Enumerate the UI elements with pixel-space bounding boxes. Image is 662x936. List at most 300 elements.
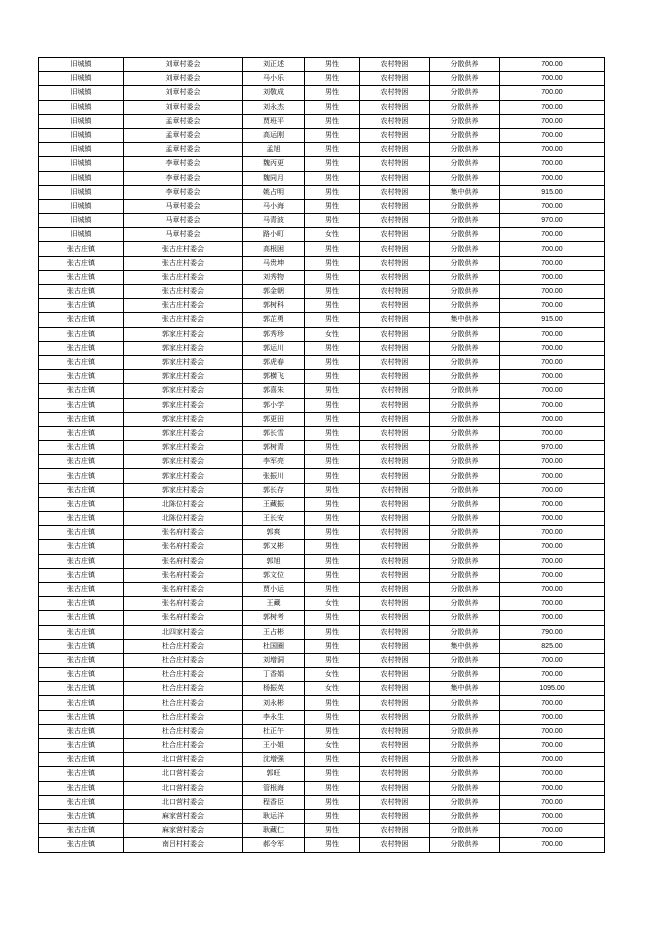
name-cell: 马小乐: [243, 72, 305, 86]
amount-cell: 700.00: [500, 781, 605, 795]
gender-cell: 男性: [305, 426, 360, 440]
amount-cell: 970.00: [500, 214, 605, 228]
town-cell: 张古庄镇: [39, 398, 124, 412]
name-cell: 王占彬: [243, 625, 305, 639]
amount-cell: 700.00: [500, 171, 605, 185]
village-committee-cell: 李章村委会: [124, 171, 243, 185]
name-cell: 杜国圈: [243, 639, 305, 653]
support-type-cell: 分散供养: [430, 809, 500, 823]
table-row: [39, 426, 605, 440]
category-cell: 农村特困: [360, 143, 430, 157]
amount-cell: 700.00: [500, 157, 605, 171]
gender-cell: 男性: [305, 611, 360, 625]
town-cell: 张古庄镇: [39, 299, 124, 313]
gender-cell: 男性: [305, 86, 360, 100]
support-type-cell: 分散供养: [430, 270, 500, 284]
amount-cell: 700.00: [500, 582, 605, 596]
table-row: [39, 199, 605, 213]
table-row: [39, 781, 605, 795]
gender-cell: 男性: [305, 795, 360, 809]
amount-cell: 700.00: [500, 327, 605, 341]
village-committee-cell: 北口营村委会: [124, 753, 243, 767]
name-cell: 郝令军: [243, 838, 305, 852]
gender-cell: 男性: [305, 370, 360, 384]
support-type-cell: 分散供养: [430, 285, 500, 299]
support-type-cell: 分散供养: [430, 441, 500, 455]
category-cell: 农村特困: [360, 228, 430, 242]
support-type-cell: 分散供养: [430, 795, 500, 809]
village-committee-cell: 郭家庄村委会: [124, 469, 243, 483]
category-cell: 农村特困: [360, 639, 430, 653]
table-row: [39, 100, 605, 114]
category-cell: 农村特困: [360, 199, 430, 213]
name-cell: 马青波: [243, 214, 305, 228]
town-cell: 张古庄镇: [39, 582, 124, 596]
table-row: [39, 554, 605, 568]
village-committee-cell: 张古庄村委会: [124, 299, 243, 313]
category-cell: 农村特困: [360, 582, 430, 596]
amount-cell: 700.00: [500, 455, 605, 469]
amount-cell: 700.00: [500, 739, 605, 753]
category-cell: 农村特困: [360, 58, 430, 72]
support-type-cell: 分散供养: [430, 611, 500, 625]
amount-cell: 700.00: [500, 143, 605, 157]
category-cell: 农村特困: [360, 795, 430, 809]
village-committee-cell: 李章村委会: [124, 157, 243, 171]
table-row: [39, 128, 605, 142]
support-type-cell: 分散供养: [430, 696, 500, 710]
name-cell: 郭文位: [243, 568, 305, 582]
category-cell: 农村特困: [360, 611, 430, 625]
amount-cell: 700.00: [500, 242, 605, 256]
table-row: [39, 441, 605, 455]
gender-cell: 女性: [305, 228, 360, 242]
category-cell: 农村特困: [360, 299, 430, 313]
village-committee-cell: 张名府村委会: [124, 554, 243, 568]
village-committee-cell: 张名府村委会: [124, 526, 243, 540]
amount-cell: 1095.00: [500, 682, 605, 696]
amount-cell: 700.00: [500, 412, 605, 426]
name-cell: 孟旭: [243, 143, 305, 157]
gender-cell: 男性: [305, 171, 360, 185]
category-cell: 农村特困: [360, 824, 430, 838]
amount-cell: 700.00: [500, 469, 605, 483]
gender-cell: 男性: [305, 341, 360, 355]
amount-cell: 700.00: [500, 228, 605, 242]
support-type-cell: 分散供养: [430, 72, 500, 86]
amount-cell: 700.00: [500, 199, 605, 213]
town-cell: 张古庄镇: [39, 554, 124, 568]
table-row: [39, 568, 605, 582]
town-cell: 张古庄镇: [39, 313, 124, 327]
village-committee-cell: 马章村委会: [124, 199, 243, 213]
gender-cell: 男性: [305, 838, 360, 852]
village-committee-cell: 郭家庄村委会: [124, 384, 243, 398]
amount-cell: 790.00: [500, 625, 605, 639]
gender-cell: 男性: [305, 412, 360, 426]
town-cell: 张古庄镇: [39, 512, 124, 526]
name-cell: 李永生: [243, 710, 305, 724]
gender-cell: 男性: [305, 355, 360, 369]
town-cell: 旧城镇: [39, 185, 124, 199]
gender-cell: 女性: [305, 327, 360, 341]
town-cell: 张古庄镇: [39, 526, 124, 540]
gender-cell: 男性: [305, 285, 360, 299]
support-type-cell: 分散供养: [430, 582, 500, 596]
table-row: [39, 341, 605, 355]
amount-cell: 700.00: [500, 526, 605, 540]
village-committee-cell: 郭家庄村委会: [124, 483, 243, 497]
village-committee-cell: 马章村委会: [124, 214, 243, 228]
village-committee-cell: 北口营村委会: [124, 767, 243, 781]
amount-cell: 700.00: [500, 568, 605, 582]
name-cell: 刘增洞: [243, 653, 305, 667]
village-committee-cell: 郭家庄村委会: [124, 426, 243, 440]
gender-cell: 男性: [305, 469, 360, 483]
category-cell: 农村特困: [360, 724, 430, 738]
category-cell: 农村特困: [360, 781, 430, 795]
village-committee-cell: 杜合庄村委会: [124, 639, 243, 653]
category-cell: 农村特困: [360, 313, 430, 327]
amount-cell: 700.00: [500, 554, 605, 568]
category-cell: 农村特困: [360, 398, 430, 412]
table-row: [39, 838, 605, 852]
gender-cell: 男性: [305, 653, 360, 667]
town-cell: 张古庄镇: [39, 256, 124, 270]
table-row: [39, 824, 605, 838]
town-cell: 张古庄镇: [39, 753, 124, 767]
support-type-cell: 集中供养: [430, 639, 500, 653]
town-cell: 张古庄镇: [39, 597, 124, 611]
category-cell: 农村特困: [360, 739, 430, 753]
table-row: [39, 355, 605, 369]
village-committee-cell: 刘章村委会: [124, 58, 243, 72]
amount-cell: 700.00: [500, 795, 605, 809]
gender-cell: 男性: [305, 214, 360, 228]
category-cell: 农村特困: [360, 526, 430, 540]
table-row: [39, 185, 605, 199]
village-committee-cell: 马章村委会: [124, 228, 243, 242]
gender-cell: 男性: [305, 313, 360, 327]
name-cell: 郭长雪: [243, 426, 305, 440]
support-type-cell: 分散供养: [430, 370, 500, 384]
gender-cell: 男性: [305, 512, 360, 526]
name-cell: 刘永彬: [243, 696, 305, 710]
category-cell: 农村特困: [360, 838, 430, 852]
support-type-cell: 分散供养: [430, 767, 500, 781]
name-cell: 刘正述: [243, 58, 305, 72]
town-cell: 旧城镇: [39, 199, 124, 213]
gender-cell: 男性: [305, 441, 360, 455]
table-row: [39, 668, 605, 682]
village-committee-cell: 郭家庄村委会: [124, 412, 243, 426]
support-type-cell: 分散供养: [430, 540, 500, 554]
gender-cell: 男性: [305, 497, 360, 511]
name-cell: 魏同月: [243, 171, 305, 185]
table-row: [39, 299, 605, 313]
town-cell: 张古庄镇: [39, 341, 124, 355]
support-type-cell: 分散供养: [430, 724, 500, 738]
support-type-cell: 分散供养: [430, 568, 500, 582]
gender-cell: 男性: [305, 270, 360, 284]
table-body: [39, 58, 605, 853]
town-cell: 旧城镇: [39, 214, 124, 228]
town-cell: 张古庄镇: [39, 639, 124, 653]
name-cell: 郭又彬: [243, 540, 305, 554]
town-cell: 旧城镇: [39, 114, 124, 128]
name-cell: 郭金朝: [243, 285, 305, 299]
support-type-cell: 分散供养: [430, 412, 500, 426]
gender-cell: 男性: [305, 781, 360, 795]
town-cell: 张古庄镇: [39, 355, 124, 369]
town-cell: 张古庄镇: [39, 838, 124, 852]
support-type-cell: 分散供养: [430, 157, 500, 171]
name-cell: 丁香娟: [243, 668, 305, 682]
town-cell: 张古庄镇: [39, 710, 124, 724]
name-cell: 刘永杰: [243, 100, 305, 114]
gender-cell: 男性: [305, 242, 360, 256]
amount-cell: 700.00: [500, 270, 605, 284]
support-type-cell: 分散供养: [430, 653, 500, 667]
support-type-cell: 分散供养: [430, 668, 500, 682]
name-cell: 贾小运: [243, 582, 305, 596]
town-cell: 张古庄镇: [39, 682, 124, 696]
table-row: [39, 483, 605, 497]
town-cell: 旧城镇: [39, 58, 124, 72]
gender-cell: 男性: [305, 554, 360, 568]
table-row: [39, 370, 605, 384]
town-cell: 张古庄镇: [39, 668, 124, 682]
gender-cell: 男性: [305, 256, 360, 270]
name-cell: 刘秀物: [243, 270, 305, 284]
support-type-cell: 分散供养: [430, 214, 500, 228]
gender-cell: 男性: [305, 398, 360, 412]
name-cell: 郭长存: [243, 483, 305, 497]
category-cell: 农村特困: [360, 114, 430, 128]
gender-cell: 男性: [305, 526, 360, 540]
category-cell: 农村特困: [360, 653, 430, 667]
amount-cell: 700.00: [500, 256, 605, 270]
gender-cell: 男性: [305, 710, 360, 724]
town-cell: 张古庄镇: [39, 781, 124, 795]
amount-cell: 700.00: [500, 426, 605, 440]
gender-cell: 男性: [305, 724, 360, 738]
table-row: [39, 86, 605, 100]
name-cell: 郭树青: [243, 441, 305, 455]
support-type-cell: 分散供养: [430, 554, 500, 568]
town-cell: 张古庄镇: [39, 270, 124, 284]
support-type-cell: 分散供养: [430, 327, 500, 341]
support-type-cell: 分散供养: [430, 483, 500, 497]
name-cell: 郭爽: [243, 526, 305, 540]
category-cell: 农村特困: [360, 809, 430, 823]
name-cell: 王藏: [243, 597, 305, 611]
category-cell: 农村特困: [360, 441, 430, 455]
support-type-cell: 分散供养: [430, 114, 500, 128]
village-committee-cell: 杜合庄村委会: [124, 668, 243, 682]
town-cell: 旧城镇: [39, 128, 124, 142]
support-type-cell: 分散供养: [430, 739, 500, 753]
category-cell: 农村特困: [360, 270, 430, 284]
table-row: [39, 653, 605, 667]
table-row: [39, 469, 605, 483]
gender-cell: 男性: [305, 455, 360, 469]
amount-cell: 700.00: [500, 100, 605, 114]
town-cell: 张古庄镇: [39, 767, 124, 781]
amount-cell: 700.00: [500, 668, 605, 682]
gender-cell: 男性: [305, 568, 360, 582]
table-row: [39, 710, 605, 724]
support-type-cell: 分散供养: [430, 199, 500, 213]
table-row: [39, 256, 605, 270]
support-type-cell: 分散供养: [430, 228, 500, 242]
table-row: [39, 228, 605, 242]
name-cell: 张振川: [243, 469, 305, 483]
town-cell: 张古庄镇: [39, 739, 124, 753]
gender-cell: 男性: [305, 696, 360, 710]
support-type-cell: 分散供养: [430, 256, 500, 270]
category-cell: 农村特困: [360, 370, 430, 384]
amount-cell: 700.00: [500, 72, 605, 86]
village-committee-cell: 杜合庄村委会: [124, 724, 243, 738]
support-type-cell: 分散供养: [430, 710, 500, 724]
village-committee-cell: 北口营村委会: [124, 781, 243, 795]
category-cell: 农村特困: [360, 100, 430, 114]
village-committee-cell: 李章村委会: [124, 185, 243, 199]
village-committee-cell: 张名府村委会: [124, 568, 243, 582]
name-cell: 马小海: [243, 199, 305, 213]
name-cell: 程香臣: [243, 795, 305, 809]
support-type-cell: 分散供养: [430, 398, 500, 412]
table-row: [39, 171, 605, 185]
category-cell: 农村特困: [360, 285, 430, 299]
amount-cell: 700.00: [500, 611, 605, 625]
name-cell: 郭旺: [243, 767, 305, 781]
name-cell: 高根困: [243, 242, 305, 256]
support-type-cell: 集中供养: [430, 185, 500, 199]
gender-cell: 男性: [305, 753, 360, 767]
town-cell: 张古庄镇: [39, 384, 124, 398]
amount-cell: 825.00: [500, 639, 605, 653]
table-row: [39, 526, 605, 540]
amount-cell: 700.00: [500, 809, 605, 823]
gender-cell: 男性: [305, 199, 360, 213]
town-cell: 张古庄镇: [39, 412, 124, 426]
name-cell: 郭更田: [243, 412, 305, 426]
support-type-cell: 集中供养: [430, 313, 500, 327]
category-cell: 农村特困: [360, 171, 430, 185]
support-type-cell: 分散供养: [430, 299, 500, 313]
gender-cell: 男性: [305, 483, 360, 497]
category-cell: 农村特困: [360, 72, 430, 86]
gender-cell: 男性: [305, 299, 360, 313]
town-cell: 张古庄镇: [39, 327, 124, 341]
support-type-cell: 分散供养: [430, 781, 500, 795]
village-committee-cell: 郭家庄村委会: [124, 441, 243, 455]
category-cell: 农村特困: [360, 469, 430, 483]
gender-cell: 男性: [305, 128, 360, 142]
village-committee-cell: 麻家营村委会: [124, 809, 243, 823]
town-cell: 张古庄镇: [39, 497, 124, 511]
category-cell: 农村特困: [360, 242, 430, 256]
town-cell: 旧城镇: [39, 157, 124, 171]
category-cell: 农村特困: [360, 384, 430, 398]
table-row: [39, 114, 605, 128]
village-committee-cell: 张古庄村委会: [124, 270, 243, 284]
category-cell: 农村特困: [360, 327, 430, 341]
table-row: [39, 639, 605, 653]
category-cell: 农村特困: [360, 214, 430, 228]
name-cell: 王藏振: [243, 497, 305, 511]
amount-cell: 700.00: [500, 753, 605, 767]
support-type-cell: 分散供养: [430, 512, 500, 526]
table-row: [39, 327, 605, 341]
category-cell: 农村特困: [360, 128, 430, 142]
table-row: [39, 540, 605, 554]
table-row: [39, 597, 605, 611]
amount-cell: 700.00: [500, 370, 605, 384]
table-row: [39, 72, 605, 86]
table-row: [39, 512, 605, 526]
name-cell: 高运刚: [243, 128, 305, 142]
name-cell: 姚占明: [243, 185, 305, 199]
support-type-cell: 分散供养: [430, 753, 500, 767]
village-committee-cell: 杜合庄村委会: [124, 682, 243, 696]
table-row: [39, 455, 605, 469]
town-cell: 张古庄镇: [39, 455, 124, 469]
name-cell: 贾班平: [243, 114, 305, 128]
category-cell: 农村特困: [360, 412, 430, 426]
gender-cell: 男性: [305, 809, 360, 823]
gender-cell: 男性: [305, 639, 360, 653]
amount-cell: 700.00: [500, 824, 605, 838]
category-cell: 农村特困: [360, 483, 430, 497]
village-committee-cell: 张古庄村委会: [124, 285, 243, 299]
support-type-cell: 分散供养: [430, 100, 500, 114]
amount-cell: 700.00: [500, 710, 605, 724]
name-cell: 郭横飞: [243, 370, 305, 384]
category-cell: 农村特困: [360, 696, 430, 710]
table-row: [39, 795, 605, 809]
amount-cell: 700.00: [500, 114, 605, 128]
category-cell: 农村特困: [360, 597, 430, 611]
support-type-cell: 分散供养: [430, 824, 500, 838]
gender-cell: 女性: [305, 739, 360, 753]
amount-cell: 700.00: [500, 838, 605, 852]
village-committee-cell: 杜合庄村委会: [124, 710, 243, 724]
town-cell: 张古庄镇: [39, 285, 124, 299]
name-cell: 杨振英: [243, 682, 305, 696]
category-cell: 农村特困: [360, 767, 430, 781]
gender-cell: 男性: [305, 157, 360, 171]
name-cell: 郭树考: [243, 611, 305, 625]
relief-recipient-table: [38, 57, 605, 853]
village-committee-cell: 刘章村委会: [124, 100, 243, 114]
table-row: [39, 313, 605, 327]
village-committee-cell: 杜合庄村委会: [124, 653, 243, 667]
town-cell: 张古庄镇: [39, 653, 124, 667]
amount-cell: 700.00: [500, 597, 605, 611]
amount-cell: 700.00: [500, 299, 605, 313]
table-row: [39, 398, 605, 412]
amount-cell: 700.00: [500, 483, 605, 497]
town-cell: 张古庄镇: [39, 426, 124, 440]
village-committee-cell: 孟章村委会: [124, 114, 243, 128]
name-cell: 郭旭: [243, 554, 305, 568]
town-cell: 张古庄镇: [39, 809, 124, 823]
table-row: [39, 242, 605, 256]
amount-cell: 700.00: [500, 285, 605, 299]
